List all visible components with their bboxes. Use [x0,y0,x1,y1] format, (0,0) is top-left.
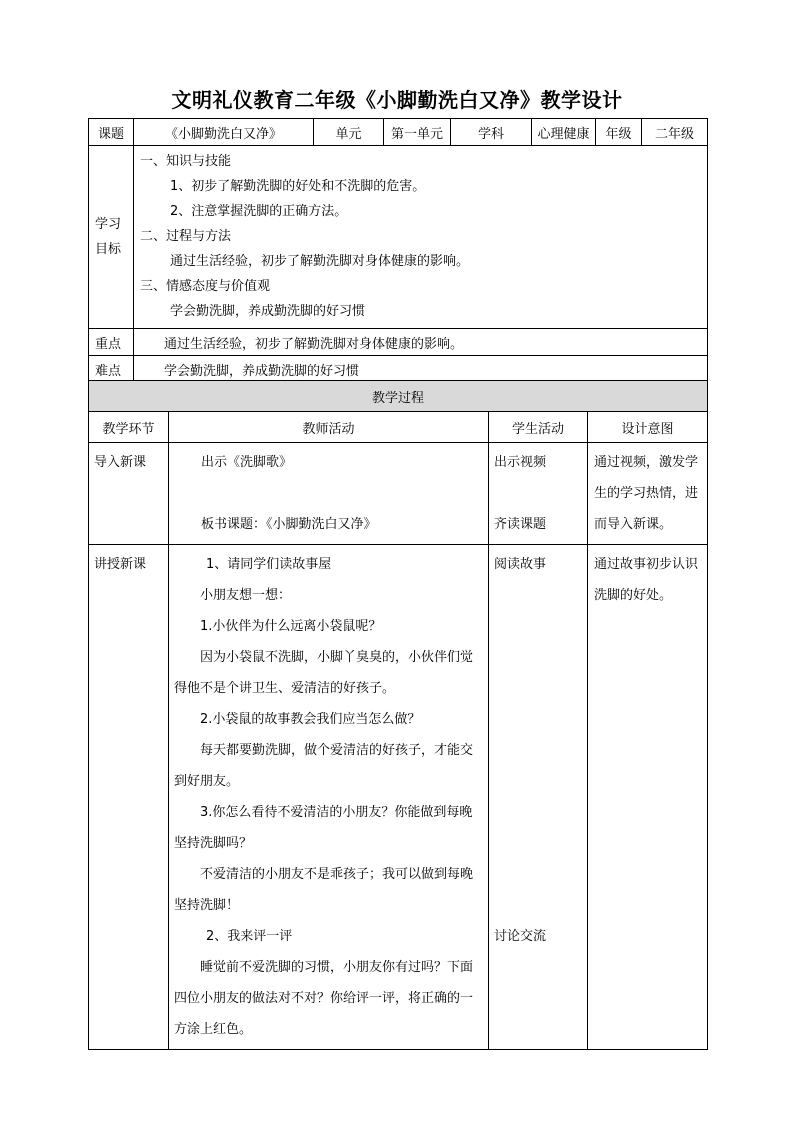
difficulty-text: 学会勤洗脚，养成勤洗脚的好习惯 [134,356,708,383]
objectives-label-line1: 学习 [95,217,122,232]
teach-teacher-line: 1.小伙伴为什么远离小袋鼠呢？ [200,619,382,634]
intro-stage [89,443,169,545]
header-intent: 设计意图 [588,412,708,443]
difficulty-label: 难点 [89,356,134,383]
process-title: 教学过程 [89,381,708,412]
key-point-row [89,329,708,356]
teach-teacher-line: 2.小袋鼠的故事教会我们应当怎么做？ [200,712,421,727]
objective-line: 1、初步了解勤洗脚的好处和不洗脚的危害。 [170,179,426,194]
intro-teacher [169,443,489,545]
lesson-value: 《小脚勤洗白又净》 [134,119,314,146]
process-title-row [89,381,708,412]
key-point-text: 通过生活经验，初步了解勤洗脚对身体健康的影响。 [134,329,708,356]
process-header-row [89,412,708,443]
intro-student [489,443,588,545]
intro-student-line: 出示视频 [494,455,547,470]
unit-label: 单元 [314,119,384,146]
objective-line: 通过生活经验，初步了解勤洗脚对身体健康的影响。 [170,254,470,269]
intro-stage-text: 导入新课 [94,455,147,470]
teach-teacher-line: 2、我来评一评 [206,929,293,944]
header-student: 学生活动 [489,412,588,443]
teach-teacher-line: 小朋友想一想： [200,588,292,603]
teach-teacher-line: 不爱清洁的小朋友不是乖孩子；我可以做到每晚坚持洗脚！ [174,867,474,913]
subject-value: 心理健康 [532,119,596,146]
teach-teacher-line: 1、请同学们读故事屋 [206,557,332,572]
teach-stage [89,545,169,1050]
teach-student-line: 讨论交流 [494,929,547,944]
objective-line: 一、知识与技能 [140,154,232,169]
intro-student-line: 齐读课题 [494,517,547,532]
difficulty-row [89,356,708,383]
header-teacher: 教师活动 [169,412,489,443]
unit-value: 第一单元 [384,119,451,146]
objective-line: 学会勤洗脚，养成勤洗脚的好习惯 [170,304,366,319]
grade-label: 年级 [596,119,642,146]
page-title: 文明礼仪教育二年级《小脚勤洗白又净》教学设计 [171,88,623,112]
subject-label: 学科 [451,119,532,146]
lesson-label: 课题 [89,119,134,146]
teach-teacher-line: 3.你怎么看待不爱清洁的小朋友？你能做到每晚坚持洗脚吗？ [174,805,473,851]
objectives-label [89,146,134,329]
teach-student [489,545,588,1050]
info-row [89,119,708,146]
objectives-content [134,146,708,329]
intro-intent [588,443,708,545]
intro-row [89,443,708,545]
header-stage: 教学环节 [89,412,169,443]
grade-value: 二年级 [642,119,708,146]
objectives-row [89,146,708,329]
key-point-label: 重点 [89,329,134,356]
lesson-info-table [88,118,708,383]
teach-stage-text: 讲授新课 [94,557,147,572]
intro-teacher-line: 出示《洗脚歌》 [201,455,293,470]
teach-teacher [169,545,489,1050]
objective-line: 二、过程与方法 [140,229,232,244]
teach-student-line: 阅读故事 [494,557,547,572]
intro-teacher-line: 板书课题：《小脚勤洗白又净》 [201,517,377,532]
intro-intent-text: 通过视频，激发学生的学习热情，进而导入新课。 [594,455,699,532]
objectives-label-line2: 目标 [95,242,122,257]
teach-teacher-line: 每天都要勤洗脚，做个爱清洁的好孩子，才能交到好朋友。 [174,743,474,789]
teach-intent-text: 通过故事初步认识洗脚的好处。 [594,557,699,603]
teach-teacher-line: 睡觉前不爱洗脚的习惯，小朋友你有过吗？下面四位小朋友的做法对不对？你给评一评，将正确的一方涂上红色。 [174,960,474,1037]
teach-teacher-line: 因为小袋鼠不洗脚，小脚丫臭臭的，小伙伴们觉得他不是个讲卫生、爱清洁的好孩子。 [174,650,474,696]
objective-line: 2、注意掌握洗脚的正确方法。 [170,204,348,219]
teach-row [89,545,708,1050]
teaching-process-table [88,380,708,1050]
objective-line: 三、情感态度与价值观 [140,279,271,294]
teach-intent [588,545,708,1050]
